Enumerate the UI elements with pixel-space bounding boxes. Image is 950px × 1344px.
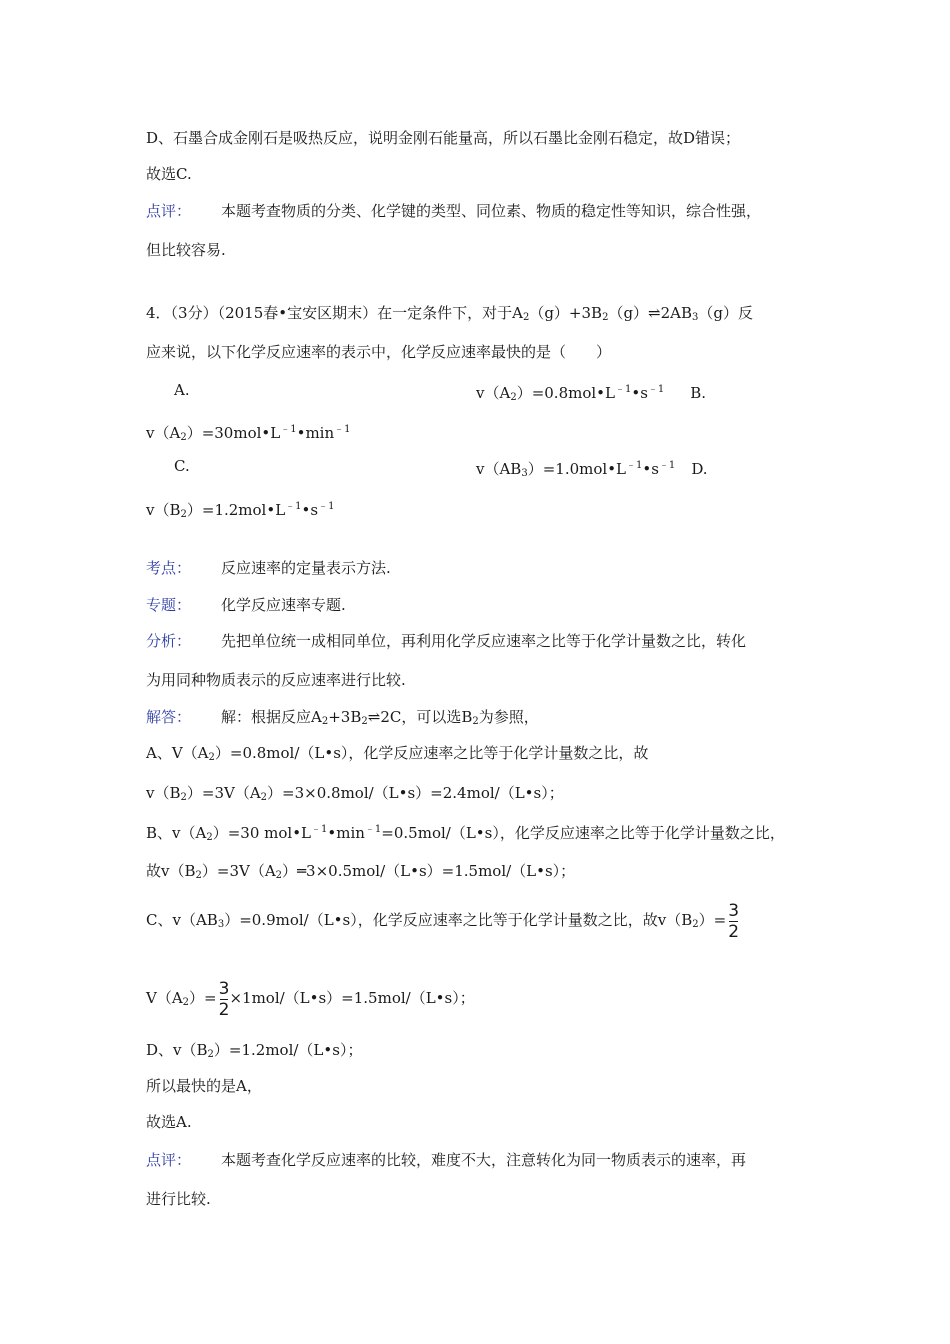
question-4-stem-cont: 应来说，以下化学反应速率的表示中，化学反应速率最快的是（ ） xyxy=(146,343,612,361)
final-choice: 故选A. xyxy=(146,1113,192,1131)
solution-b-line1: B、$v(A_2)=30$ $mol•L^{﹣1}•\min^{﹣1}=0.5mol/(L•s)$，化学反应速率之比等于化学计量数之比， xyxy=(146,824,785,843)
solution-b-line2: 故$v(B_2)=3V(A_2)═3\times 0.5mol/(L•s)=1.5mol/(L•s)$； xyxy=(146,862,576,881)
analysis: 分析： 先把单位统一成相同单位，再利用化学反应速率之比等于化学计量数之比，转化 xyxy=(146,632,747,650)
option-b-rate: $v(A_2)=30mol•L^{﹣1}•\min^{﹣1}$ xyxy=(146,424,351,443)
option-a-label: A. xyxy=(174,381,190,399)
review-cont: 进行比较. xyxy=(146,1190,211,1208)
question-4-stem: 4．（3分）（2015春•宝安区期末）在一定条件下，对于$A_2(g)+3B_2(g)\rightleftharpoons 2AB_3(g)$反 xyxy=(146,304,754,323)
solution-a-line1: A、$V(A_2)=0.8mol/(L•s)$，化学反应速率之比等于化学计量数之比，故 xyxy=(146,744,649,763)
analysis-cont: 为用同种物质表示的反应速率进行比较. xyxy=(146,671,406,689)
prev-review-cont: 但比较容易. xyxy=(146,241,226,259)
prev-review: 点评： 本题考查物质的分类、化学键的类型、同位素、物质的稳定性等知识，综合性强， xyxy=(146,202,762,220)
option-c-label: C. xyxy=(174,457,190,475)
solution-d: D、$v(B_2)=1.2mol/(L•s)$； xyxy=(146,1041,363,1060)
option-d-rate: $v(B_2)=1.2mol•L^{﹣1}•s^{﹣1}$ xyxy=(146,501,335,520)
option-d-label: D. xyxy=(691,460,708,478)
fastest-conclusion: 所以最快的是A， xyxy=(146,1077,262,1095)
option-a-rate: $v(A_2)=0.8mol•L^{﹣1}•s^{﹣1}$ B. xyxy=(476,384,707,403)
prev-option-d: D、石墨合成金刚石是吸热反应，说明金刚石能量高，所以石墨比金刚石稳定，故D错误； xyxy=(146,129,741,147)
solution-a-line2: $v(B_2)=3V(A_2)=3\times 0.8mol/(L•s)=2.4mol/(L•s)$； xyxy=(146,784,564,803)
prev-choice: 故选C. xyxy=(146,165,192,183)
fraction-3-over-2: $\frac{3}{2}$ xyxy=(728,900,740,942)
solution-c-line2: $V(A_2)=$ $\frac{3}{2}$ ×1mol/（L•s）=1.5mol/（L•s）； xyxy=(146,978,475,1020)
solution-c-line1: C、$v(AB_3)=0.9mol/(L•s)$，化学反应速率之比等于化学计量数之比，故$v(B_2)=$ $\frac{3}{2}$ xyxy=(146,900,740,942)
knowledge-point: 考点： 反应速率的定量表示方法. xyxy=(146,559,391,577)
option-b-label: B. xyxy=(690,384,707,402)
review: 点评： 本题考查化学反应速率的比较，难度不大，注意转化为同一物质表示的速率，再 xyxy=(146,1151,747,1169)
option-c-rate: $v(AB_3)=1.0mol•L^{﹣1}•s^{﹣1}$ D. xyxy=(476,460,708,479)
fraction-3-over-2-second: $\frac{3}{2}$ xyxy=(218,978,230,1020)
review-label: 点评： xyxy=(146,202,192,220)
solution-intro: 解答： 解：根据反应$A_2+3B_2\rightleftharpoons 2C$，可以选$B_2$为参照， xyxy=(146,708,539,727)
topic: 专题： 化学反应速率专题. xyxy=(146,596,346,614)
